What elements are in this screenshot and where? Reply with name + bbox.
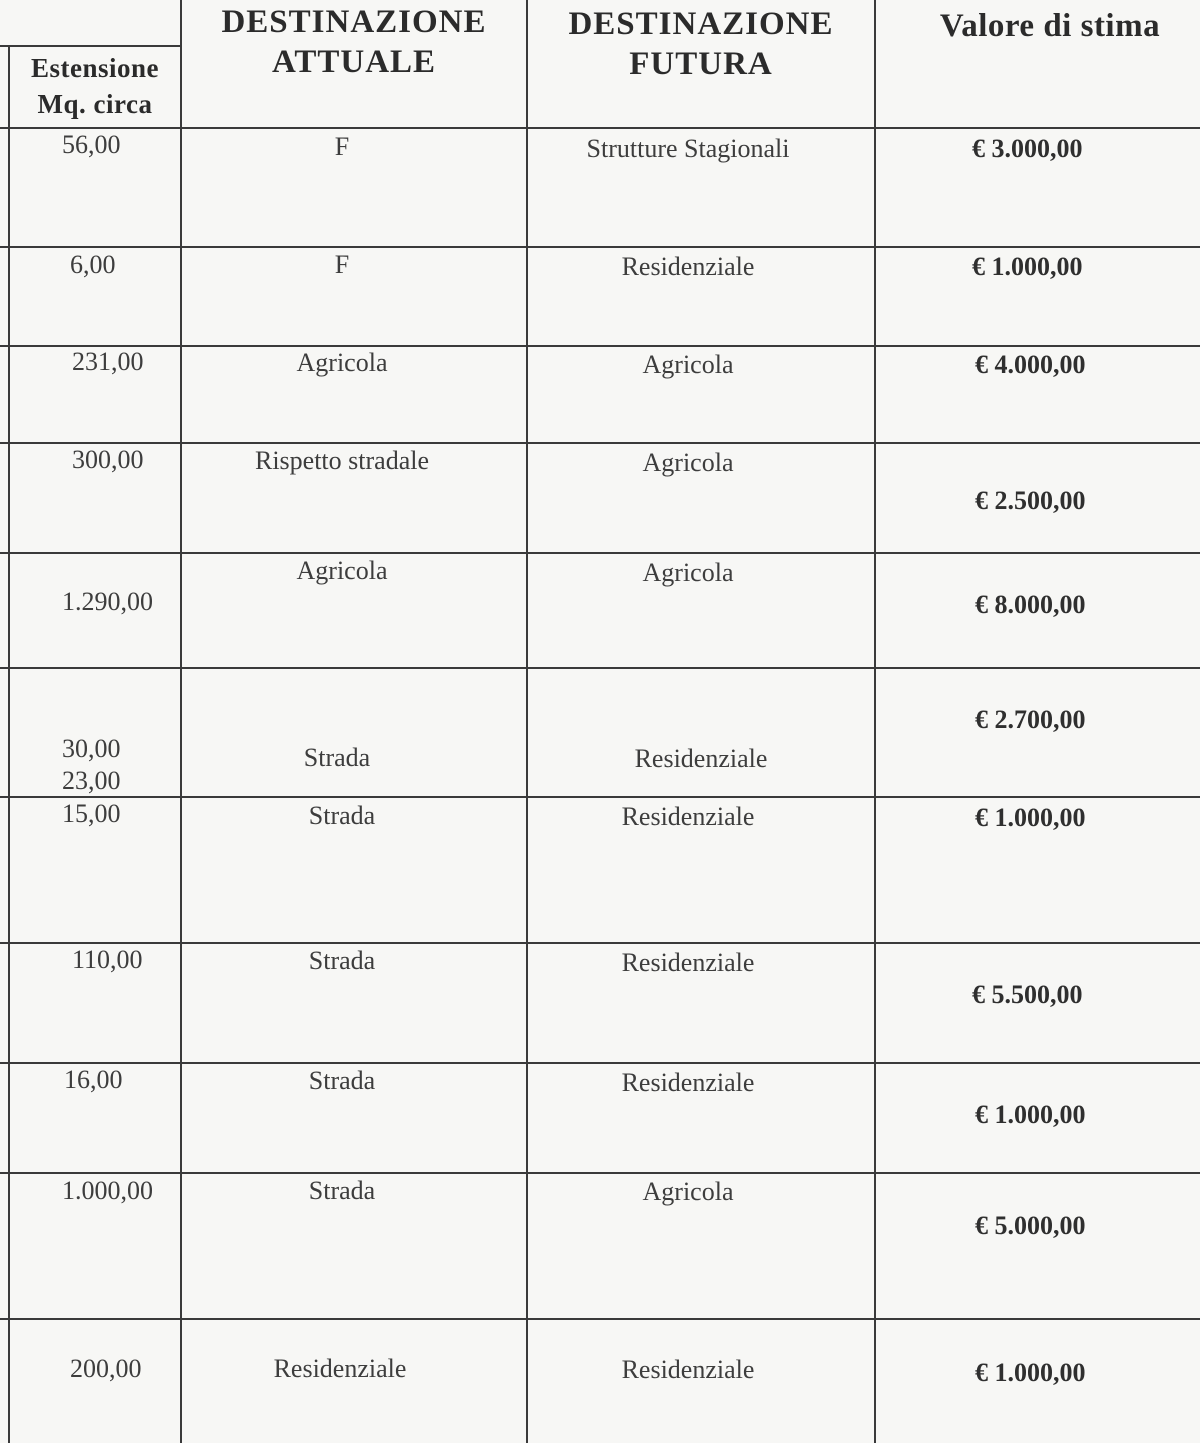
cell-futura: Agricola [642,448,734,477]
grid-line-row [0,1172,1200,1174]
cell-valore: € 8.000,00 [975,590,1086,619]
cell-attuale: Strada [308,946,376,975]
grid-line-row [0,442,1200,444]
grid-line-col2 [526,0,528,1443]
header-estensione-line1: Estensione [30,53,160,83]
cell-valore: € 4.000,00 [975,350,1086,379]
header-futura-line2: FUTURA [629,46,773,82]
header-estensione-line2: Mq. circa [37,89,153,119]
cell-estensione: 231,00 [72,347,144,376]
cell-futura: Residenziale [621,1355,755,1384]
cell-valore: € 2.500,00 [975,486,1086,515]
header-destinazione-attuale [182,2,526,82]
cell-attuale: Strada [303,743,371,772]
cell-futura: Agricola [642,558,734,587]
header-valore-di-stima: Valore di stima [939,8,1161,44]
cell-attuale: Strada [308,1176,376,1205]
cell-futura: Residenziale [621,252,755,281]
grid-line-row [0,796,1200,798]
header-attuale-line1: DESTINAZIONE [221,4,487,40]
grid-line-col3 [874,0,876,1443]
cell-estensione: 1.000,00 [62,1176,153,1205]
header-futura-line1: DESTINAZIONE [568,6,834,42]
cell-futura: Strutture Stagionali [586,134,790,163]
grid-line-row [0,667,1200,669]
grid-line-col1 [180,0,182,1443]
header-estensione [10,50,180,122]
cell-estensione: 56,00 [62,130,121,159]
cell-estensione: 1.290,00 [62,587,153,616]
cell-valore: € 5.000,00 [975,1211,1086,1240]
grid-line-row [0,345,1200,347]
cell-attuale: Strada [308,1066,376,1095]
cell-estensione-secondary: 23,00 [62,766,121,795]
cell-valore: € 5.500,00 [972,980,1083,1009]
cell-estensione: 30,00 [62,734,121,763]
cell-valore: € 2.700,00 [975,705,1086,734]
header-attuale-line2: ATTUALE [271,44,437,80]
cell-attuale: Agricola [296,348,388,377]
cell-valore: € 1.000,00 [972,252,1083,281]
cell-estensione: 110,00 [72,945,143,974]
grid-line-row [0,1062,1200,1064]
cell-attuale: Residenziale [273,1354,407,1383]
grid-line-row [0,552,1200,554]
cell-estensione: 16,00 [64,1065,123,1094]
header-destinazione-futura [528,4,874,84]
cell-futura: Agricola [642,350,734,379]
grid-line-row [0,246,1200,248]
cell-attuale: F [334,250,350,279]
cell-valore: € 1.000,00 [975,1100,1086,1129]
cell-futura: Residenziale [634,744,768,773]
cell-futura: Residenziale [621,948,755,977]
grid-line-row [0,942,1200,944]
grid-line-left [8,46,10,1443]
cell-attuale: Rispetto stradale [254,446,429,475]
cell-estensione: 300,00 [72,445,144,474]
cell-valore: € 3.000,00 [972,134,1083,163]
cell-attuale: Agricola [296,556,388,585]
cell-futura: Residenziale [621,1068,755,1097]
cell-futura: Agricola [642,1177,734,1206]
cell-attuale: F [334,132,350,161]
cell-estensione: 200,00 [70,1354,142,1383]
grid-line-header-bottom [0,127,1200,129]
cell-valore: € 1.000,00 [975,1358,1086,1387]
cell-attuale: Strada [308,801,376,830]
cell-estensione: 15,00 [62,799,121,828]
cell-estensione: 6,00 [70,250,116,279]
grid-line-row [0,1318,1200,1320]
cell-valore: € 1.000,00 [975,803,1086,832]
cell-futura: Residenziale [621,802,755,831]
grid-line-header-top [0,45,182,47]
